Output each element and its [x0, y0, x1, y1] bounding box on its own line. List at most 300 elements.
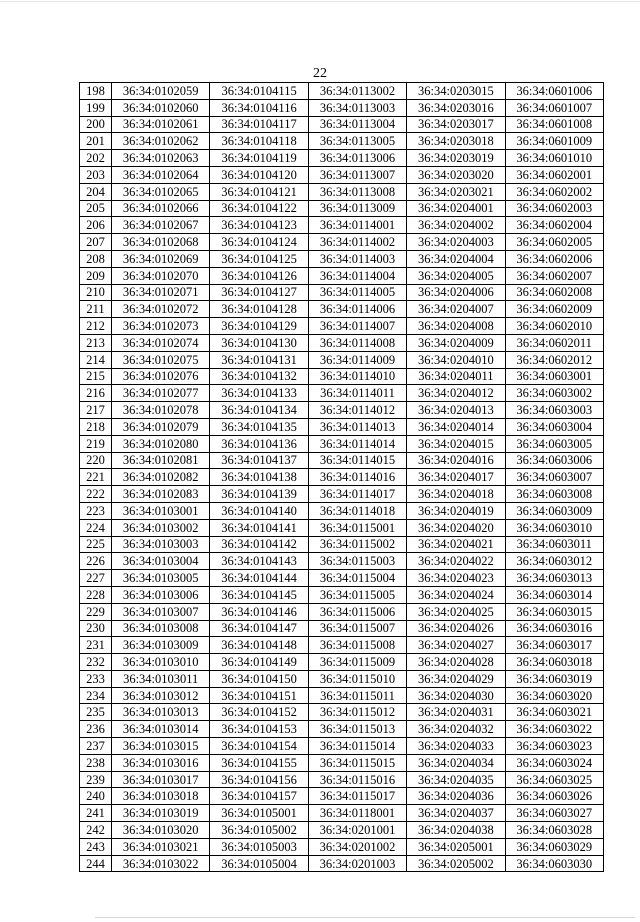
- row-number-cell: 241: [80, 805, 112, 822]
- cadastral-number-cell: 36:34:0103018: [112, 788, 210, 805]
- top-page-edge: [0, 1, 640, 2]
- cadastral-number-cell: 36:34:0104150: [210, 670, 308, 687]
- cadastral-number-cell: 36:34:0102076: [112, 368, 210, 385]
- cadastral-number-cell: 36:34:0601006: [505, 83, 603, 100]
- cadastral-number-cell: 36:34:0104119: [210, 150, 308, 167]
- cadastral-number-cell: 36:34:0204031: [407, 704, 505, 721]
- cadastral-number-cell: 36:34:0204007: [407, 301, 505, 318]
- table-row: [80, 738, 604, 755]
- cadastral-number-cell: 36:34:0104127: [210, 284, 308, 301]
- cadastral-number-cell: 36:34:0104135: [210, 418, 308, 435]
- cadastral-number-cell: 36:34:0114008: [308, 334, 406, 351]
- cadastral-number-cell: 36:34:0204021: [407, 536, 505, 553]
- table-row: [80, 502, 604, 519]
- cadastral-number-cell: 36:34:0203017: [407, 116, 505, 133]
- cadastral-number-cell: 36:34:0102062: [112, 133, 210, 150]
- table-row: [80, 704, 604, 721]
- cadastral-number-cell: 36:34:0104130: [210, 334, 308, 351]
- cadastral-number-cell: 36:34:0204015: [407, 435, 505, 452]
- cadastral-number-cell: 36:34:0103015: [112, 738, 210, 755]
- row-number-cell: 213: [80, 334, 112, 351]
- table-row: [80, 133, 604, 150]
- cadastral-number-cell: 36:34:0204023: [407, 570, 505, 587]
- cadastral-number-cell: 36:34:0115001: [308, 519, 406, 536]
- row-number-cell: 208: [80, 250, 112, 267]
- table-row: [80, 469, 604, 486]
- cadastral-number-cell: 36:34:0204008: [407, 318, 505, 335]
- cadastral-number-cell: 36:34:0203016: [407, 99, 505, 116]
- cadastral-number-cell: 36:34:0104141: [210, 519, 308, 536]
- cadastral-number-cell: 36:34:0602009: [505, 301, 603, 318]
- cadastral-number-cell: 36:34:0102069: [112, 250, 210, 267]
- cadastral-number-cell: 36:34:0204004: [407, 250, 505, 267]
- cadastral-number-cell: 36:34:0105004: [210, 855, 308, 872]
- cadastral-number-cell: 36:34:0603020: [505, 687, 603, 704]
- table-row: [80, 721, 604, 738]
- cadastral-number-cell: 36:34:0113006: [308, 150, 406, 167]
- bottom-page-edge: [95, 917, 635, 918]
- cadastral-number-cell: 36:34:0603021: [505, 704, 603, 721]
- table-row: [80, 805, 604, 822]
- cadastral-number-cell: 36:34:0601009: [505, 133, 603, 150]
- table-row: [80, 334, 604, 351]
- cadastral-number-cell: 36:34:0113007: [308, 166, 406, 183]
- cadastral-number-cell: 36:34:0103022: [112, 855, 210, 872]
- cadastral-number-cell: 36:34:0204013: [407, 402, 505, 419]
- cadastral-number-cell: 36:34:0102078: [112, 402, 210, 419]
- row-number-cell: 234: [80, 687, 112, 704]
- cadastral-number-cell: 36:34:0104128: [210, 301, 308, 318]
- row-number-cell: 200: [80, 116, 112, 133]
- cadastral-number-cell: 36:34:0102065: [112, 183, 210, 200]
- cadastral-number-cell: 36:34:0104134: [210, 402, 308, 419]
- cadastral-number-cell: 36:34:0603008: [505, 486, 603, 503]
- cadastral-number-cell: 36:34:0204022: [407, 553, 505, 570]
- cadastral-number-cell: 36:34:0104143: [210, 553, 308, 570]
- cadastral-number-cell: 36:34:0115012: [308, 704, 406, 721]
- cadastral-number-cell: 36:34:0102077: [112, 385, 210, 402]
- cadastral-number-cell: 36:34:0204024: [407, 586, 505, 603]
- row-number-cell: 242: [80, 822, 112, 839]
- cadastral-number-cell: 36:34:0102075: [112, 351, 210, 368]
- cadastral-number-cell: 36:34:0204034: [407, 754, 505, 771]
- cadastral-number-cell: 36:34:0204025: [407, 603, 505, 620]
- cadastral-number-cell: 36:34:0204020: [407, 519, 505, 536]
- table-row: [80, 838, 604, 855]
- row-number-cell: 203: [80, 166, 112, 183]
- cadastral-number-cell: 36:34:0115013: [308, 721, 406, 738]
- row-number-cell: 244: [80, 855, 112, 872]
- cadastral-number-cell: 36:34:0103003: [112, 536, 210, 553]
- cadastral-number-cell: 36:34:0204011: [407, 368, 505, 385]
- cadastral-number-cell: 36:34:0602006: [505, 250, 603, 267]
- cadastral-number-cell: 36:34:0602001: [505, 166, 603, 183]
- cadastral-number-cell: 36:34:0204036: [407, 788, 505, 805]
- cadastral-number-cell: 36:34:0204029: [407, 670, 505, 687]
- cadastral-number-cell: 36:34:0603007: [505, 469, 603, 486]
- cadastral-number-cell: 36:34:0103011: [112, 670, 210, 687]
- cadastral-number-cell: 36:34:0114003: [308, 250, 406, 267]
- table-row: [80, 385, 604, 402]
- cadastral-number-cell: 36:34:0104142: [210, 536, 308, 553]
- cadastral-number-cell: 36:34:0102071: [112, 284, 210, 301]
- cadastral-number-cell: 36:34:0102067: [112, 217, 210, 234]
- cadastral-number-cell: 36:34:0104156: [210, 771, 308, 788]
- row-number-cell: 205: [80, 200, 112, 217]
- row-number-cell: 236: [80, 721, 112, 738]
- cadastral-number-cell: 36:34:0601010: [505, 150, 603, 167]
- row-number-cell: 237: [80, 738, 112, 755]
- cadastral-number-cell: 36:34:0115010: [308, 670, 406, 687]
- cadastral-number-cell: 36:34:0204030: [407, 687, 505, 704]
- cadastral-number-cell: 36:34:0103020: [112, 822, 210, 839]
- cadastral-number-cell: 36:34:0115014: [308, 738, 406, 755]
- cadastral-number-cell: 36:34:0102080: [112, 435, 210, 452]
- table-row: [80, 788, 604, 805]
- cadastral-number-cell: 36:34:0118001: [308, 805, 406, 822]
- cadastral-number-cell: 36:34:0103006: [112, 586, 210, 603]
- cadastral-number-cell: 36:34:0103004: [112, 553, 210, 570]
- cadastral-number-cell: 36:34:0104132: [210, 368, 308, 385]
- cadastral-number-cell: 36:34:0602005: [505, 234, 603, 251]
- cadastral-number-cell: 36:34:0204006: [407, 284, 505, 301]
- row-number-cell: 210: [80, 284, 112, 301]
- cadastral-number-cell: 36:34:0203019: [407, 150, 505, 167]
- table-row: [80, 318, 604, 335]
- cadastral-number-cell: 36:34:0104126: [210, 267, 308, 284]
- cadastral-number-cell: 36:34:0603015: [505, 603, 603, 620]
- cadastral-number-cell: 36:34:0104155: [210, 754, 308, 771]
- cadastral-number-cell: 36:34:0603028: [505, 822, 603, 839]
- row-number-cell: 212: [80, 318, 112, 335]
- table-row: [80, 200, 604, 217]
- cadastral-number-cell: 36:34:0603010: [505, 519, 603, 536]
- cadastral-number-cell: 36:34:0204005: [407, 267, 505, 284]
- row-number-cell: 232: [80, 654, 112, 671]
- cadastral-number-cell: 36:34:0201001: [308, 822, 406, 839]
- cadastral-block-table: [79, 82, 604, 872]
- cadastral-number-cell: 36:34:0104138: [210, 469, 308, 486]
- cadastral-number-cell: 36:34:0113005: [308, 133, 406, 150]
- row-number-cell: 223: [80, 502, 112, 519]
- row-number-cell: 222: [80, 486, 112, 503]
- cadastral-number-cell: 36:34:0102082: [112, 469, 210, 486]
- table-row: [80, 519, 604, 536]
- cadastral-number-cell: 36:34:0103019: [112, 805, 210, 822]
- cadastral-number-cell: 36:34:0115006: [308, 603, 406, 620]
- cadastral-number-cell: 36:34:0104115: [210, 83, 308, 100]
- table-row: [80, 536, 604, 553]
- cadastral-number-cell: 36:34:0204026: [407, 620, 505, 637]
- cadastral-number-cell: 36:34:0114004: [308, 267, 406, 284]
- cadastral-number-cell: 36:34:0115002: [308, 536, 406, 553]
- cadastral-number-cell: 36:34:0104116: [210, 99, 308, 116]
- cadastral-number-cell: 36:34:0113003: [308, 99, 406, 116]
- cadastral-number-cell: 36:34:0102059: [112, 83, 210, 100]
- cadastral-number-cell: 36:34:0104157: [210, 788, 308, 805]
- cadastral-number-cell: 36:34:0102083: [112, 486, 210, 503]
- cadastral-number-cell: 36:34:0103007: [112, 603, 210, 620]
- cadastral-number-cell: 36:34:0103009: [112, 637, 210, 654]
- cadastral-number-cell: 36:34:0115009: [308, 654, 406, 671]
- cadastral-number-cell: 36:34:0603011: [505, 536, 603, 553]
- cadastral-number-cell: 36:34:0204028: [407, 654, 505, 671]
- table-row: [80, 603, 604, 620]
- row-number-cell: 199: [80, 99, 112, 116]
- row-number-cell: 240: [80, 788, 112, 805]
- cadastral-number-cell: 36:34:0105002: [210, 822, 308, 839]
- cadastral-number-cell: 36:34:0115008: [308, 637, 406, 654]
- cadastral-number-cell: 36:34:0104140: [210, 502, 308, 519]
- table-row: [80, 267, 604, 284]
- cadastral-number-cell: 36:34:0103005: [112, 570, 210, 587]
- page-number: 22: [313, 66, 327, 81]
- cadastral-number-cell: 36:34:0104146: [210, 603, 308, 620]
- cadastral-number-cell: 36:34:0115005: [308, 586, 406, 603]
- cadastral-number-cell: 36:34:0603002: [505, 385, 603, 402]
- table-row: [80, 486, 604, 503]
- cadastral-number-cell: 36:34:0603018: [505, 654, 603, 671]
- row-number-cell: 226: [80, 553, 112, 570]
- cadastral-number-cell: 36:34:0204027: [407, 637, 505, 654]
- table-row: [80, 620, 604, 637]
- cadastral-number-cell: 36:34:0203018: [407, 133, 505, 150]
- cadastral-number-cell: 36:34:0114007: [308, 318, 406, 335]
- cadastral-number-cell: 36:34:0114005: [308, 284, 406, 301]
- row-number-cell: 235: [80, 704, 112, 721]
- cadastral-number-cell: 36:34:0204018: [407, 486, 505, 503]
- table-row: [80, 402, 604, 419]
- cadastral-number-cell: 36:34:0115007: [308, 620, 406, 637]
- cadastral-number-cell: 36:34:0115003: [308, 553, 406, 570]
- cadastral-number-cell: 36:34:0104133: [210, 385, 308, 402]
- cadastral-number-cell: 36:34:0113008: [308, 183, 406, 200]
- table-row: [80, 637, 604, 654]
- row-number-cell: 217: [80, 402, 112, 419]
- table-row: [80, 183, 604, 200]
- cadastral-number-cell: 36:34:0104145: [210, 586, 308, 603]
- cadastral-number-cell: 36:34:0102073: [112, 318, 210, 335]
- row-number-cell: 202: [80, 150, 112, 167]
- cadastral-number-cell: 36:34:0203021: [407, 183, 505, 200]
- cadastral-number-cell: 36:34:0102070: [112, 267, 210, 284]
- row-number-cell: 228: [80, 586, 112, 603]
- cadastral-number-cell: 36:34:0603027: [505, 805, 603, 822]
- cadastral-number-cell: 36:34:0114002: [308, 234, 406, 251]
- cadastral-number-cell: 36:34:0103017: [112, 771, 210, 788]
- table-row: [80, 301, 604, 318]
- table-row: [80, 687, 604, 704]
- row-number-cell: 209: [80, 267, 112, 284]
- cadastral-number-cell: 36:34:0114018: [308, 502, 406, 519]
- table-row: [80, 553, 604, 570]
- cadastral-number-cell: 36:34:0103014: [112, 721, 210, 738]
- row-number-cell: 216: [80, 385, 112, 402]
- cadastral-number-cell: 36:34:0104137: [210, 452, 308, 469]
- cadastral-number-cell: 36:34:0114014: [308, 435, 406, 452]
- row-number-cell: 214: [80, 351, 112, 368]
- cadastral-number-cell: 36:34:0205001: [407, 838, 505, 855]
- cadastral-number-cell: 36:34:0114006: [308, 301, 406, 318]
- cadastral-number-cell: 36:34:0102068: [112, 234, 210, 251]
- table-row: [80, 435, 604, 452]
- cadastral-number-cell: 36:34:0114013: [308, 418, 406, 435]
- cadastral-number-cell: 36:34:0204002: [407, 217, 505, 234]
- row-number-cell: 233: [80, 670, 112, 687]
- cadastral-number-cell: 36:34:0603024: [505, 754, 603, 771]
- cadastral-number-cell: 36:34:0203015: [407, 83, 505, 100]
- row-number-cell: 219: [80, 435, 112, 452]
- cadastral-number-cell: 36:34:0602003: [505, 200, 603, 217]
- cadastral-number-cell: 36:34:0114012: [308, 402, 406, 419]
- table-row: [80, 822, 604, 839]
- cadastral-number-cell: 36:34:0103012: [112, 687, 210, 704]
- cadastral-number-cell: 36:34:0102079: [112, 418, 210, 435]
- cadastral-number-cell: 36:34:0102081: [112, 452, 210, 469]
- table-row: [80, 855, 604, 872]
- cadastral-number-cell: 36:34:0114009: [308, 351, 406, 368]
- table-row: [80, 754, 604, 771]
- table-row: [80, 250, 604, 267]
- cadastral-number-cell: 36:34:0113002: [308, 83, 406, 100]
- table-row: [80, 586, 604, 603]
- cadastral-number-cell: 36:34:0102063: [112, 150, 210, 167]
- cadastral-number-cell: 36:34:0114016: [308, 469, 406, 486]
- cadastral-number-cell: 36:34:0204014: [407, 418, 505, 435]
- cadastral-number-cell: 36:34:0104151: [210, 687, 308, 704]
- cadastral-number-cell: 36:34:0103013: [112, 704, 210, 721]
- cadastral-number-cell: 36:34:0603004: [505, 418, 603, 435]
- cadastral-number-cell: 36:34:0603019: [505, 670, 603, 687]
- cadastral-number-cell: 36:34:0204012: [407, 385, 505, 402]
- table-body: [80, 83, 604, 872]
- table-row: [80, 452, 604, 469]
- table-row: [80, 368, 604, 385]
- cadastral-number-cell: 36:34:0204010: [407, 351, 505, 368]
- cadastral-number-cell: 36:34:0603003: [505, 402, 603, 419]
- table-row: [80, 418, 604, 435]
- cadastral-number-cell: 36:34:0603025: [505, 771, 603, 788]
- cadastral-number-cell: 36:34:0114011: [308, 385, 406, 402]
- row-number-cell: 231: [80, 637, 112, 654]
- cadastral-number-cell: 36:34:0603017: [505, 637, 603, 654]
- table-row: [80, 570, 604, 587]
- cadastral-number-cell: 36:34:0114001: [308, 217, 406, 234]
- cadastral-number-cell: 36:34:0603026: [505, 788, 603, 805]
- cadastral-number-cell: 36:34:0104131: [210, 351, 308, 368]
- table-row: [80, 99, 604, 116]
- cadastral-number-cell: 36:34:0104154: [210, 738, 308, 755]
- cadastral-number-cell: 36:34:0602008: [505, 284, 603, 301]
- cadastral-number-cell: 36:34:0113009: [308, 200, 406, 217]
- cadastral-number-cell: 36:34:0601008: [505, 116, 603, 133]
- cadastral-number-cell: 36:34:0204009: [407, 334, 505, 351]
- cadastral-number-cell: 36:34:0602002: [505, 183, 603, 200]
- cadastral-number-cell: 36:34:0105001: [210, 805, 308, 822]
- cadastral-number-cell: 36:34:0113004: [308, 116, 406, 133]
- cadastral-number-cell: 36:34:0114015: [308, 452, 406, 469]
- row-number-cell: 230: [80, 620, 112, 637]
- table-row: [80, 654, 604, 671]
- cadastral-number-cell: 36:34:0115011: [308, 687, 406, 704]
- row-number-cell: 206: [80, 217, 112, 234]
- cadastral-number-cell: 36:34:0603005: [505, 435, 603, 452]
- table-row: [80, 351, 604, 368]
- cadastral-number-cell: 36:34:0104122: [210, 200, 308, 217]
- cadastral-number-cell: 36:34:0114017: [308, 486, 406, 503]
- row-number-cell: 227: [80, 570, 112, 587]
- cadastral-number-cell: 36:34:0603013: [505, 570, 603, 587]
- cadastral-number-cell: 36:34:0204038: [407, 822, 505, 839]
- cadastral-number-cell: 36:34:0103021: [112, 838, 210, 855]
- cadastral-number-cell: 36:34:0104117: [210, 116, 308, 133]
- cadastral-number-cell: 36:34:0205002: [407, 855, 505, 872]
- cadastral-number-cell: 36:34:0102074: [112, 334, 210, 351]
- cadastral-number-cell: 36:34:0603023: [505, 738, 603, 755]
- row-number-cell: 218: [80, 418, 112, 435]
- cadastral-number-cell: 36:34:0104147: [210, 620, 308, 637]
- cadastral-number-cell: 36:34:0102060: [112, 99, 210, 116]
- cadastral-number-cell: 36:34:0204001: [407, 200, 505, 217]
- table-row: [80, 83, 604, 100]
- row-number-cell: 198: [80, 83, 112, 100]
- cadastral-number-cell: 36:34:0204016: [407, 452, 505, 469]
- cadastral-number-cell: 36:34:0104129: [210, 318, 308, 335]
- cadastral-number-cell: 36:34:0603012: [505, 553, 603, 570]
- cadastral-number-cell: 36:34:0204037: [407, 805, 505, 822]
- cadastral-number-cell: 36:34:0204019: [407, 502, 505, 519]
- row-number-cell: 224: [80, 519, 112, 536]
- cadastral-number-cell: 36:34:0102064: [112, 166, 210, 183]
- cadastral-number-cell: 36:34:0105003: [210, 838, 308, 855]
- table-row: [80, 166, 604, 183]
- cadastral-number-cell: 36:34:0103001: [112, 502, 210, 519]
- table-row: [80, 150, 604, 167]
- cadastral-number-cell: 36:34:0102072: [112, 301, 210, 318]
- cadastral-number-cell: 36:34:0104121: [210, 183, 308, 200]
- cadastral-number-cell: 36:34:0603014: [505, 586, 603, 603]
- cadastral-number-cell: 36:34:0115017: [308, 788, 406, 805]
- cadastral-number-cell: 36:34:0104136: [210, 435, 308, 452]
- cadastral-number-cell: 36:34:0603029: [505, 838, 603, 855]
- cadastral-number-cell: 36:34:0104152: [210, 704, 308, 721]
- table-row: [80, 116, 604, 133]
- cadastral-number-cell: 36:34:0601007: [505, 99, 603, 116]
- row-number-cell: 229: [80, 603, 112, 620]
- cadastral-number-cell: 36:34:0104153: [210, 721, 308, 738]
- cadastral-number-cell: 36:34:0104120: [210, 166, 308, 183]
- cadastral-number-cell: 36:34:0104148: [210, 637, 308, 654]
- cadastral-number-cell: 36:34:0204017: [407, 469, 505, 486]
- cadastral-number-cell: 36:34:0603001: [505, 368, 603, 385]
- cadastral-number-cell: 36:34:0602004: [505, 217, 603, 234]
- cadastral-number-cell: 36:34:0602012: [505, 351, 603, 368]
- row-number-cell: 220: [80, 452, 112, 469]
- cadastral-number-cell: 36:34:0115004: [308, 570, 406, 587]
- cadastral-number-cell: 36:34:0102061: [112, 116, 210, 133]
- cadastral-number-cell: 36:34:0602007: [505, 267, 603, 284]
- cadastral-number-cell: 36:34:0104124: [210, 234, 308, 251]
- cadastral-number-cell: 36:34:0114010: [308, 368, 406, 385]
- row-number-cell: 221: [80, 469, 112, 486]
- row-number-cell: 211: [80, 301, 112, 318]
- table-row: [80, 771, 604, 788]
- cadastral-number-cell: 36:34:0103002: [112, 519, 210, 536]
- cadastral-number-cell: 36:34:0104118: [210, 133, 308, 150]
- cadastral-number-cell: 36:34:0201002: [308, 838, 406, 855]
- cadastral-number-cell: 36:34:0104125: [210, 250, 308, 267]
- row-number-cell: 201: [80, 133, 112, 150]
